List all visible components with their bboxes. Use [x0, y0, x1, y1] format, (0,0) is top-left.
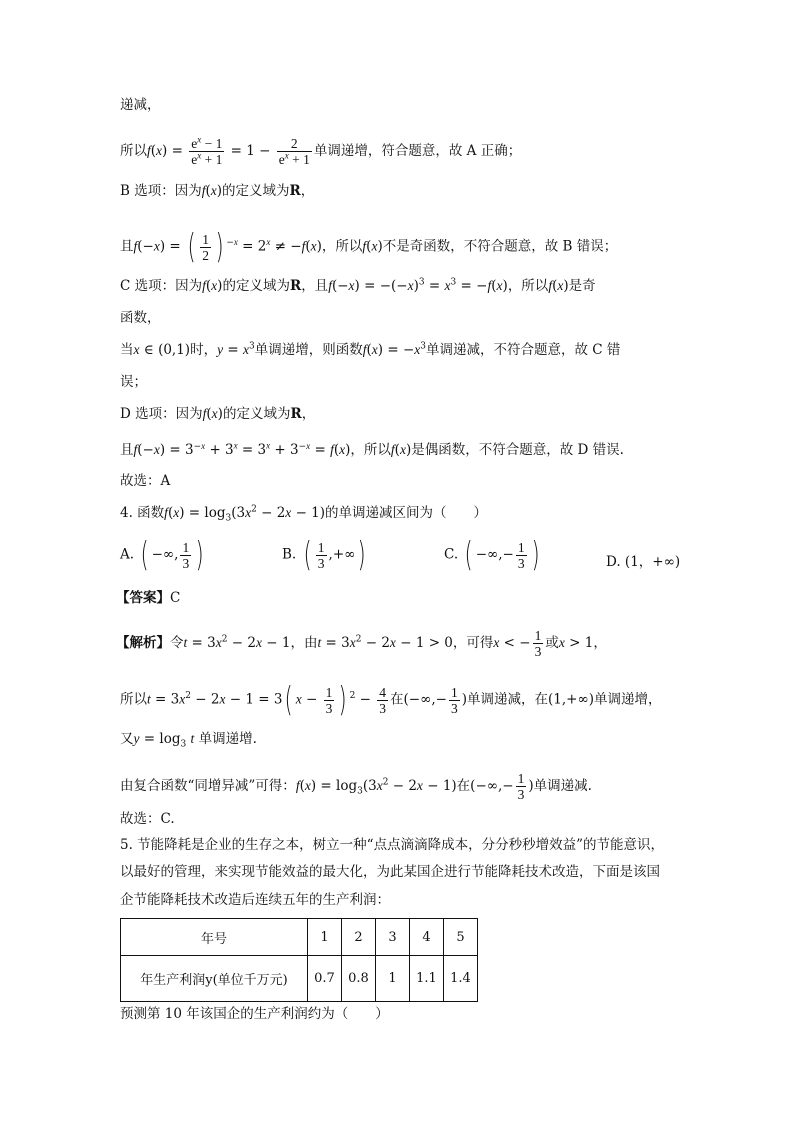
text-line: 故选：A: [120, 473, 171, 489]
text-line: 递减，: [120, 97, 161, 113]
table-header-cell: 年生产利润y(单位千万元): [121, 956, 308, 1002]
text-line: C 选项：因为f(x)的定义域为R，且$f(-x) = -(-x)^3 = x^3 = -f(x)$，所以f(x)是奇: [120, 277, 596, 294]
answer-line: 【答案】C: [116, 590, 181, 606]
table-cell: 1.4: [444, 956, 478, 1002]
analysis-line: 所以$t = 3x^2 - 2x - 1 = 3$( x − $\frac{1}{3}$ ) $^2$ − $\frac{4}{3}$ 在(−∞,− $\frac{1}{3}$ )单调递减，在(1,+∞)单调递增，: [120, 680, 662, 720]
analysis-line: 【解析】令$t = 3x^2 - 2x - 1$，由$t = 3x^2 - 2x - 1 > 0$，可得x < − $\frac{1}{3}$ 或x > 1，: [116, 628, 607, 659]
profit-table: [120, 918, 478, 1002]
table-row: [121, 919, 478, 956]
text-line: B 选项：因为f(x)的定义域为R，: [120, 183, 315, 199]
table-cell: 1.1: [410, 956, 444, 1002]
analysis-line: 故选：C.: [120, 811, 175, 827]
table-cell: 3: [376, 919, 410, 956]
option-d: D. (1，+∞): [606, 554, 681, 570]
option-c: C. ( −∞,− $\frac{1}{3}$ ): [444, 535, 540, 575]
table-cell: 5: [444, 919, 478, 956]
question-5-line: 以最好的管理，来实现节能效益的最大化，为此某国企进行节能降耗技术改造，下面是该国: [120, 864, 660, 880]
table-cell: 1: [376, 956, 410, 1002]
analysis-line: 又$y = \log_3 t$ 单调递增.: [120, 731, 257, 750]
table-cell: 1: [308, 919, 342, 956]
table-cell: 0.7: [308, 956, 342, 1002]
option-b: B. ( $\frac{1}{3}$ ,+∞): [282, 535, 367, 575]
table-row: [121, 956, 478, 1002]
question-4: 4. 函数$f(x) = \log_3(3x^2 - 2x - 1)$的单调递减区间为（ ）: [120, 504, 488, 524]
question-5-line: 预测第 10 年该国企的生产利润约为（ ）: [120, 1006, 389, 1022]
text-line: 误；: [120, 374, 147, 390]
text-line: 当x ∈ (0,1)时，$y = x^3$单调递增，则函数$f(x) = -x^3$单调递减，不符合题意，故 C 错: [120, 341, 621, 358]
text-line: 且f(−x) = ( $\frac{1}{2}$ ) $^{-x} = 2^x \ne -f(x)$，所以f(x)不是奇函数，不符合题意，故 B 错误；: [120, 227, 618, 267]
question-5-line: 企节能降耗技术改造后连续五年的生产利润：: [120, 892, 390, 908]
text-line: 所以f(x) = $\frac{e^x - 1}{e^x + 1}$ = 1 − $\frac{2}{e^x + 1}$ 单调递增，符合题意，故 A 正确；: [120, 134, 522, 167]
option-a: A. ( −∞, $\frac{1}{3}$ ): [120, 535, 204, 575]
table-header-cell: 年号: [121, 919, 308, 956]
table-cell: 4: [410, 919, 444, 956]
question-5-line: 5. 节能降耗是企业的生存之本，树立一种“点点滴滴降成本，分分秒秒增效益”的节能意识，: [120, 837, 664, 853]
table-cell: 2: [342, 919, 376, 956]
text-line: 且$f(-x) = 3^{-x} + 3^x = 3^x + 3^{-x} = f(x)$，所以f(x)是偶函数，不符合题意，故 D 错误.: [120, 440, 624, 458]
table-cell: 0.8: [342, 956, 376, 1002]
text-line: D 选项：因为f(x)的定义域为R，: [120, 406, 316, 422]
analysis-line: 由复合函数“同增异减”可得：$f(x) = \log_3(3x^2 - 2x - 1)$在(−∞,− $\frac{1}{3}$ )单调递减.: [120, 771, 592, 802]
text-line: 函数，: [120, 310, 161, 326]
